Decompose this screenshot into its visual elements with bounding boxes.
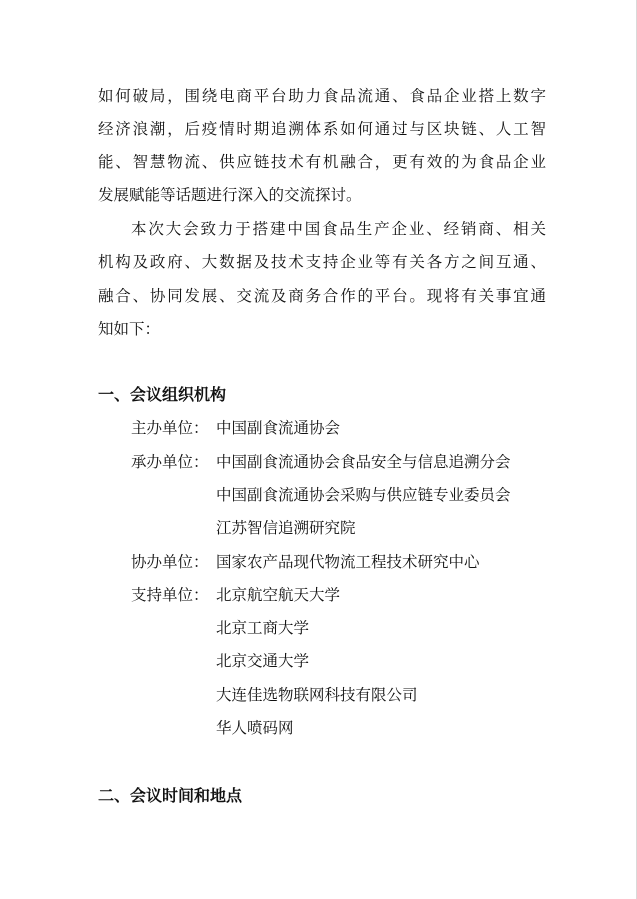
host-value: 中国副食流通协会	[216, 419, 341, 437]
intro-line: 发展赋能等话题进行深入的交流探讨。	[98, 186, 362, 204]
supporter-item: 北京交通大学	[216, 652, 310, 670]
intro-line: 如何破局，围绕电商平台助力食品流通、食品企业搭上数字	[98, 87, 546, 105]
co-organizer-label: 协办单位：	[131, 553, 209, 571]
supporter-item: 大连佳选物联网科技有限公司	[216, 686, 418, 704]
supporter-item: 北京工商大学	[216, 619, 310, 637]
purpose-line: 融合、协同发展、交流及商务合作的平台。现将有关事宜通	[98, 287, 546, 305]
co-organizer-value: 国家农产品现代物流工程技术研究中心	[216, 553, 480, 571]
purpose-line: 本次大会致力于搭建中国食品生产企业、经销商、相关	[131, 220, 546, 238]
host-label: 主办单位：	[131, 419, 209, 437]
supporter-item: 北京航空航天大学	[216, 586, 341, 604]
organizer-item: 中国副食流通协会采购与供应链专业委员会	[216, 486, 511, 504]
organizer-item: 中国副食流通协会食品安全与信息追溯分会	[216, 453, 511, 471]
organizer-item: 江苏智信追溯研究院	[216, 519, 356, 537]
organizer-label: 承办单位：	[131, 453, 209, 471]
supporter-label: 支持单位：	[131, 586, 209, 604]
purpose-line: 知如下：	[98, 320, 161, 338]
intro-line: 经济浪潮，后疫情时期追溯体系如何通过与区块链、人工智	[98, 120, 546, 138]
supporter-item: 华人喷码网	[216, 719, 294, 737]
section-heading-time-location: 二、会议时间和地点	[98, 786, 243, 805]
intro-line: 能、智慧物流、供应链技术有机融合，更有效的为食品企业	[98, 153, 546, 171]
section-heading-organization: 一、会议组织机构	[98, 385, 227, 404]
purpose-line: 机构及政府、大数据及技术支持企业等有关各方之间互通、	[98, 253, 546, 271]
